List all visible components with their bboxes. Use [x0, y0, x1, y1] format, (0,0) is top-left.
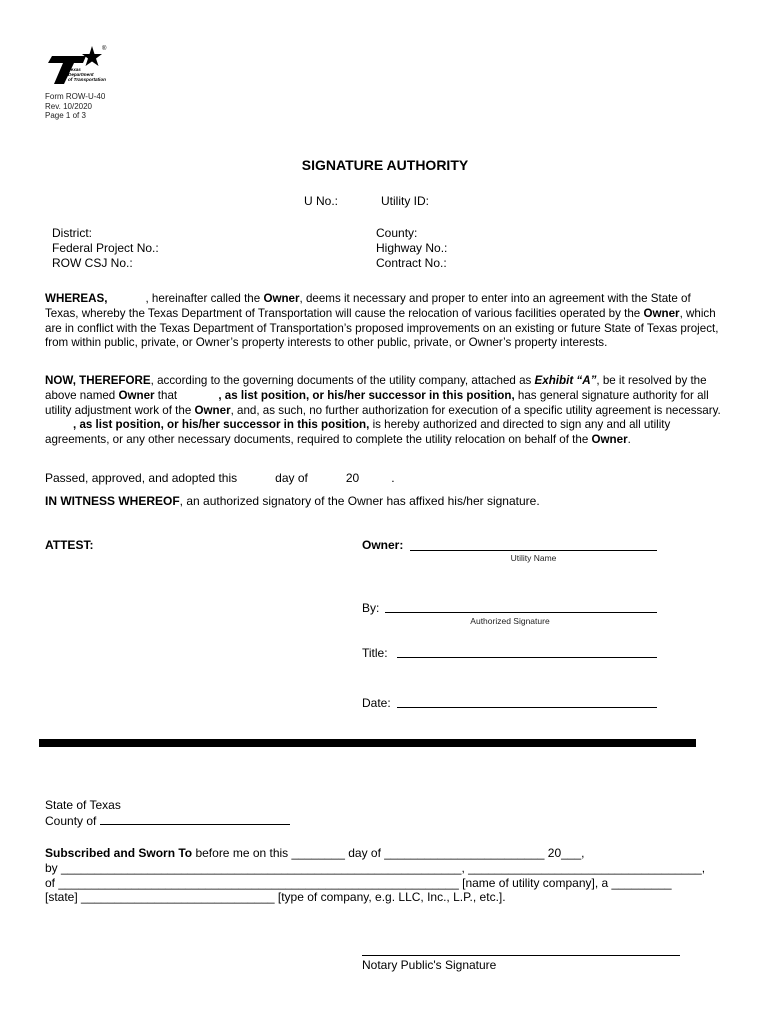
right-fields	[376, 226, 447, 270]
title-line[interactable]	[397, 657, 657, 658]
county-name-line[interactable]	[100, 813, 290, 825]
row-csj-label: ROW CSJ No.:	[52, 255, 133, 270]
federal-project-label: Federal Project No.:	[52, 240, 159, 255]
now-text-5: , and, as such, no further authorization for execution of a specific utility agreement is necessary.	[230, 403, 721, 417]
witness-lead: IN WITNESS WHEREOF	[45, 494, 180, 508]
attest-label: ATTEST:	[45, 538, 94, 552]
highway-label: Highway No.:	[376, 240, 448, 255]
date-label: Date:	[362, 696, 391, 710]
logo-text-line2: Department	[68, 72, 94, 77]
logo-registered-mark: ®	[102, 46, 107, 52]
notary-county	[45, 813, 290, 829]
authorized-signature-line[interactable]	[385, 612, 657, 613]
whereas-paragraph	[45, 292, 725, 351]
passed-text: Passed, approved, and adopted this	[45, 471, 238, 485]
now-position-1: , as list position, or his/her successor in this position,	[218, 388, 515, 402]
exhibit-a: Exhibit “A”	[534, 374, 597, 387]
whereas-text-1: , hereinafter called the	[145, 292, 264, 305]
now-text-1: , according to the governing documents of the utility company, attached as	[150, 374, 535, 387]
form-revision: Rev. 10/2020	[45, 101, 92, 111]
now-position-2: , as list position, or his/her successor in this position,	[73, 418, 370, 432]
passed-period: .	[391, 471, 395, 485]
section-divider	[39, 739, 696, 747]
whereas-lead: WHEREAS,	[45, 292, 108, 305]
now-text-2: , be it resolved by the above named	[45, 374, 707, 402]
whereas-text-3: , which are in conflict with the Texas Department of Transportation’s proposed improvements on an existing or future State of Texas project, from within public, private, or Owner’s property interests to other public, private, or Owner’s property interests.	[45, 306, 719, 350]
notary-state: State of Texas	[45, 798, 121, 812]
date-line[interactable]	[397, 707, 657, 708]
owner-name-line[interactable]	[410, 550, 657, 551]
passed-line	[45, 471, 395, 486]
of-notary-line: of ____________________________________________________________ [name of utility company], a _________	[45, 876, 672, 890]
whereas-owner-2: Owner	[643, 306, 680, 320]
form-number: Form ROW-U-40	[45, 92, 106, 101]
now-text-7: .	[627, 433, 631, 447]
left-fields	[52, 226, 159, 270]
utility-name-caption: Utility Name	[510, 553, 557, 563]
now-owner: Owner	[118, 388, 155, 402]
utility-id-label: Utility ID:	[381, 194, 429, 208]
now-therefore-paragraph	[45, 374, 725, 448]
u-no-label: U No.:	[304, 194, 339, 208]
state-notary-line: [state] _____________________________ [type of company, e.g. LLC, Inc., L.P., etc.].	[45, 890, 506, 904]
whereas-owner: Owner	[263, 292, 300, 305]
now-text-6: is hereby authorized and directed to sign any and all utility agreements, or any other necessary documents, required to complete the utility relocation on behalf of the	[45, 418, 671, 447]
county-label: County:	[376, 226, 418, 240]
notary-signature-caption: Notary Public's Signature	[362, 958, 497, 972]
title-label: Title:	[362, 646, 388, 660]
notary-county-label: County of	[45, 814, 97, 828]
notary-signature-line[interactable]	[362, 955, 680, 956]
passed-year: 20	[345, 471, 360, 485]
form-meta	[45, 92, 105, 121]
witness-text: , an authorized signatory of the Owner has affixed his/her signature.	[179, 494, 540, 508]
witness-line	[45, 494, 540, 509]
now-owner-2: Owner	[194, 403, 231, 417]
by-notary-line: by ____________________________________________________________, ___________________________________,	[45, 861, 706, 875]
logo-text-line3: of Transportation	[68, 77, 106, 82]
page-title: SIGNATURE AUTHORITY	[301, 157, 469, 173]
logo-text	[68, 67, 106, 82]
subscribed-lead: Subscribed and Sworn To	[45, 846, 193, 860]
whereas-text-2: , deems it necessary and proper to enter into an agreement with the State of Texas, whereby the Texas Department of Transportation will cause the relocation of various facilities operated by the	[45, 292, 691, 320]
now-text-3: that	[154, 388, 181, 402]
form-page: Page 1 of 3	[45, 111, 86, 121]
contract-label: Contract No.:	[376, 255, 447, 270]
subscribed-line	[45, 846, 584, 861]
authorized-signature-caption: Authorized Signature	[470, 616, 550, 626]
passed-day-of: day of	[275, 471, 308, 485]
txdot-logo	[44, 44, 106, 90]
now-text-4: has general signature authority for all utility adjustment work of the	[45, 388, 709, 417]
now-therefore-lead: NOW, THEREFORE	[45, 374, 151, 387]
subscribed-text: before me on this ________ day of ________________________ 20___,	[192, 846, 585, 860]
now-owner-3: Owner	[591, 433, 628, 447]
district-label: District:	[52, 226, 92, 240]
logo-text-line1: Texas	[68, 67, 81, 72]
by-label: By:	[362, 601, 380, 615]
owner-label: Owner:	[362, 538, 404, 552]
